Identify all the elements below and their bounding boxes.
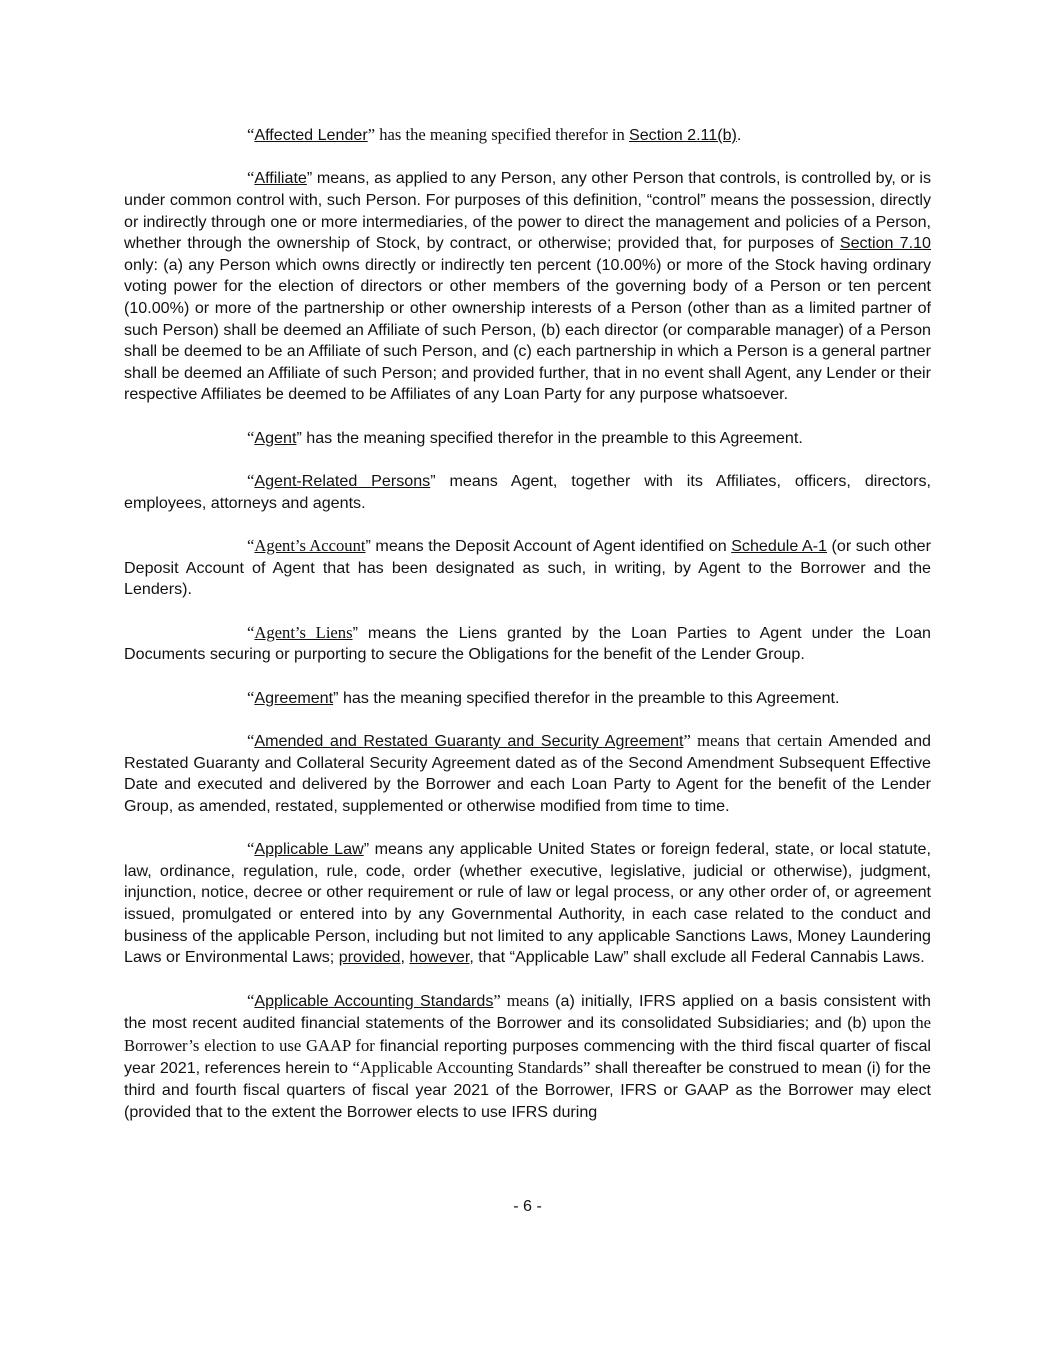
definition-text: (or such other Deposit Account of Agent that has been designated as such, in writing, by Agent to the Borrower and the Lenders).: [124, 537, 931, 599]
underlined-term: Section 2.11(b): [628, 126, 737, 144]
definition-text: “Applicable Accounting Standards”: [352, 1058, 591, 1078]
underlined-term: Agent: [254, 428, 297, 447]
definition-text: “: [247, 622, 255, 642]
definition-paragraph: [124, 470, 931, 514]
underlined-term: Agent-Related Persons: [254, 472, 431, 491]
definition-text: ,: [400, 948, 410, 967]
underlined-term: however: [409, 948, 470, 967]
page-number: - 6 -: [513, 1197, 542, 1215]
definition-text: financial reporting purposes commencing with the third fiscal quarter of fiscal year 2021, references herein to: [124, 1036, 931, 1078]
definition-text: ” means the Deposit Account of Agent identified on: [365, 537, 732, 556]
definition-text: “: [247, 731, 255, 751]
underlined-term: provided: [338, 948, 401, 967]
definition-text: (a) initially, IFRS applied on a basis consistent with the most recent audited financial statements of the Borrower and its consolidated Subsidiaries; and (b): [124, 991, 931, 1033]
definition-text: ” means, as applied to any Person, any other Person that controls, is controlled by, or is under common control with, such Person. For purposes of this definition, “control” means the possession, directly or indirectly through one or more intermediaries, of the power to direct the management and policies of a Person, whether through the ownership of Stock, by contract, or otherwise; provided that, for purposes of: [124, 169, 931, 253]
definition-paragraph: [124, 427, 931, 450]
definition-paragraph: [124, 687, 931, 710]
definition-paragraph: [124, 124, 931, 147]
definition-text: “: [247, 839, 255, 859]
definitions-body: [124, 124, 931, 1144]
definition-text: .: [736, 126, 742, 144]
definition-text: only: (a) any Person which owns directly or indirectly ten percent (10.00%) or more of the Stock having ordinary voting power for the election of directors or other members of the governing body of a Person or ten percent (10.00%) or more of the partnership or other ownership interests of a Person (other than as a limited partner of such Person) shall be deemed an Affiliate of such Person, (b) each director (or comparable manager) of a Person shall be deemed to be an Affiliate of such Person, and (c) each partnership in which a Person is a general partner shall be deemed an Affiliate of such Person; and provided further, that in no event shall Agent, any Lender or their respective Affiliates be deemed to be Affiliates of any Loan Party for any purpose whatsoever.: [124, 255, 931, 404]
definition-text: ” means that certain: [683, 731, 829, 751]
underlined-term: Applicable Law: [254, 840, 364, 859]
underlined-term: Agent’s Account: [254, 536, 366, 556]
definition-text: , that “Applicable Law” shall exclude all Federal Cannabis Laws.: [469, 948, 925, 967]
definition-text: upon the Borrower’s election to use GAAP for: [124, 1013, 931, 1055]
definition-text: ” means the Liens granted by the Loan Parties to Agent under the Loan Documents securing or purporting to secure the Obligations for the benefit of the Lender Group.: [124, 623, 931, 664]
definition-paragraph: [124, 535, 931, 601]
definition-text: “: [247, 471, 255, 491]
definition-text: Amended and Restated Guaranty and Collateral Security Agreement dated as of the Second Amendment Subsequent Effective Date and executed and delivered by the Borrower and each Loan Party to Agent for the benefit of the Lender Group, as amended, restated, supplemented or otherwise modified from time to time.: [124, 732, 931, 815]
definition-text: “: [247, 990, 255, 1010]
definition-text: ” has the meaning specified therefor in the preamble to this Agreement.: [333, 688, 840, 707]
definition-paragraph: [124, 990, 931, 1124]
definition-paragraph: [124, 167, 931, 406]
definition-paragraph: [124, 730, 931, 817]
underlined-term: Applicable Accounting Standards: [254, 991, 494, 1010]
definition-paragraph: [124, 838, 931, 969]
definition-text: “: [247, 687, 255, 707]
underlined-term: Amended and Restated Guaranty and Security Agreement: [254, 732, 684, 751]
underlined-term: Agent’s Liens: [254, 622, 353, 642]
definition-text: ” has the meaning specified therefor in: [367, 125, 629, 144]
definition-text: ” means any applicable United States or foreign federal, state, or local statute, law, ordinance, regulation, rule, code, order (whether executive, legislative, judicial or otherwise), judgment, injunction, notice, decree or other requirement or rule of law or legal process, or any other order of, or agreement issued, promulgated or entered into by any Governmental Authority, in each case related to the conduct and business of the applicable Person, including but not limited to any applicable Sanctions Laws, Money Laundering Laws or Environmental Laws;: [124, 840, 931, 967]
definition-text: “: [247, 427, 255, 447]
definition-text: ” means: [493, 990, 556, 1010]
definition-text: “: [247, 125, 255, 144]
definition-text: ” means Agent, together with its Affiliates, officers, directors, employees, attorneys and agents.: [124, 472, 931, 512]
underlined-term: Agreement: [254, 688, 334, 707]
underlined-term: Affected Lender: [254, 126, 368, 144]
underlined-term: Affiliate: [254, 169, 307, 188]
underlined-term: Schedule A-1: [731, 537, 827, 556]
underlined-term: Section 7.10: [839, 234, 931, 253]
definition-text: ” has the meaning specified therefor in the preamble to this Agreement.: [296, 428, 803, 447]
definition-text: “: [247, 536, 255, 556]
definition-paragraph: [124, 622, 931, 666]
definition-text: “: [247, 168, 255, 188]
definition-text: shall thereafter be construed to mean (i) for the third and fourth fiscal quarters of fiscal year 2021 of the Borrower, IFRS or GAAP as the Borrower may elect (provided that to the extent the Borrower elects to use IFRS during: [124, 1059, 931, 1121]
